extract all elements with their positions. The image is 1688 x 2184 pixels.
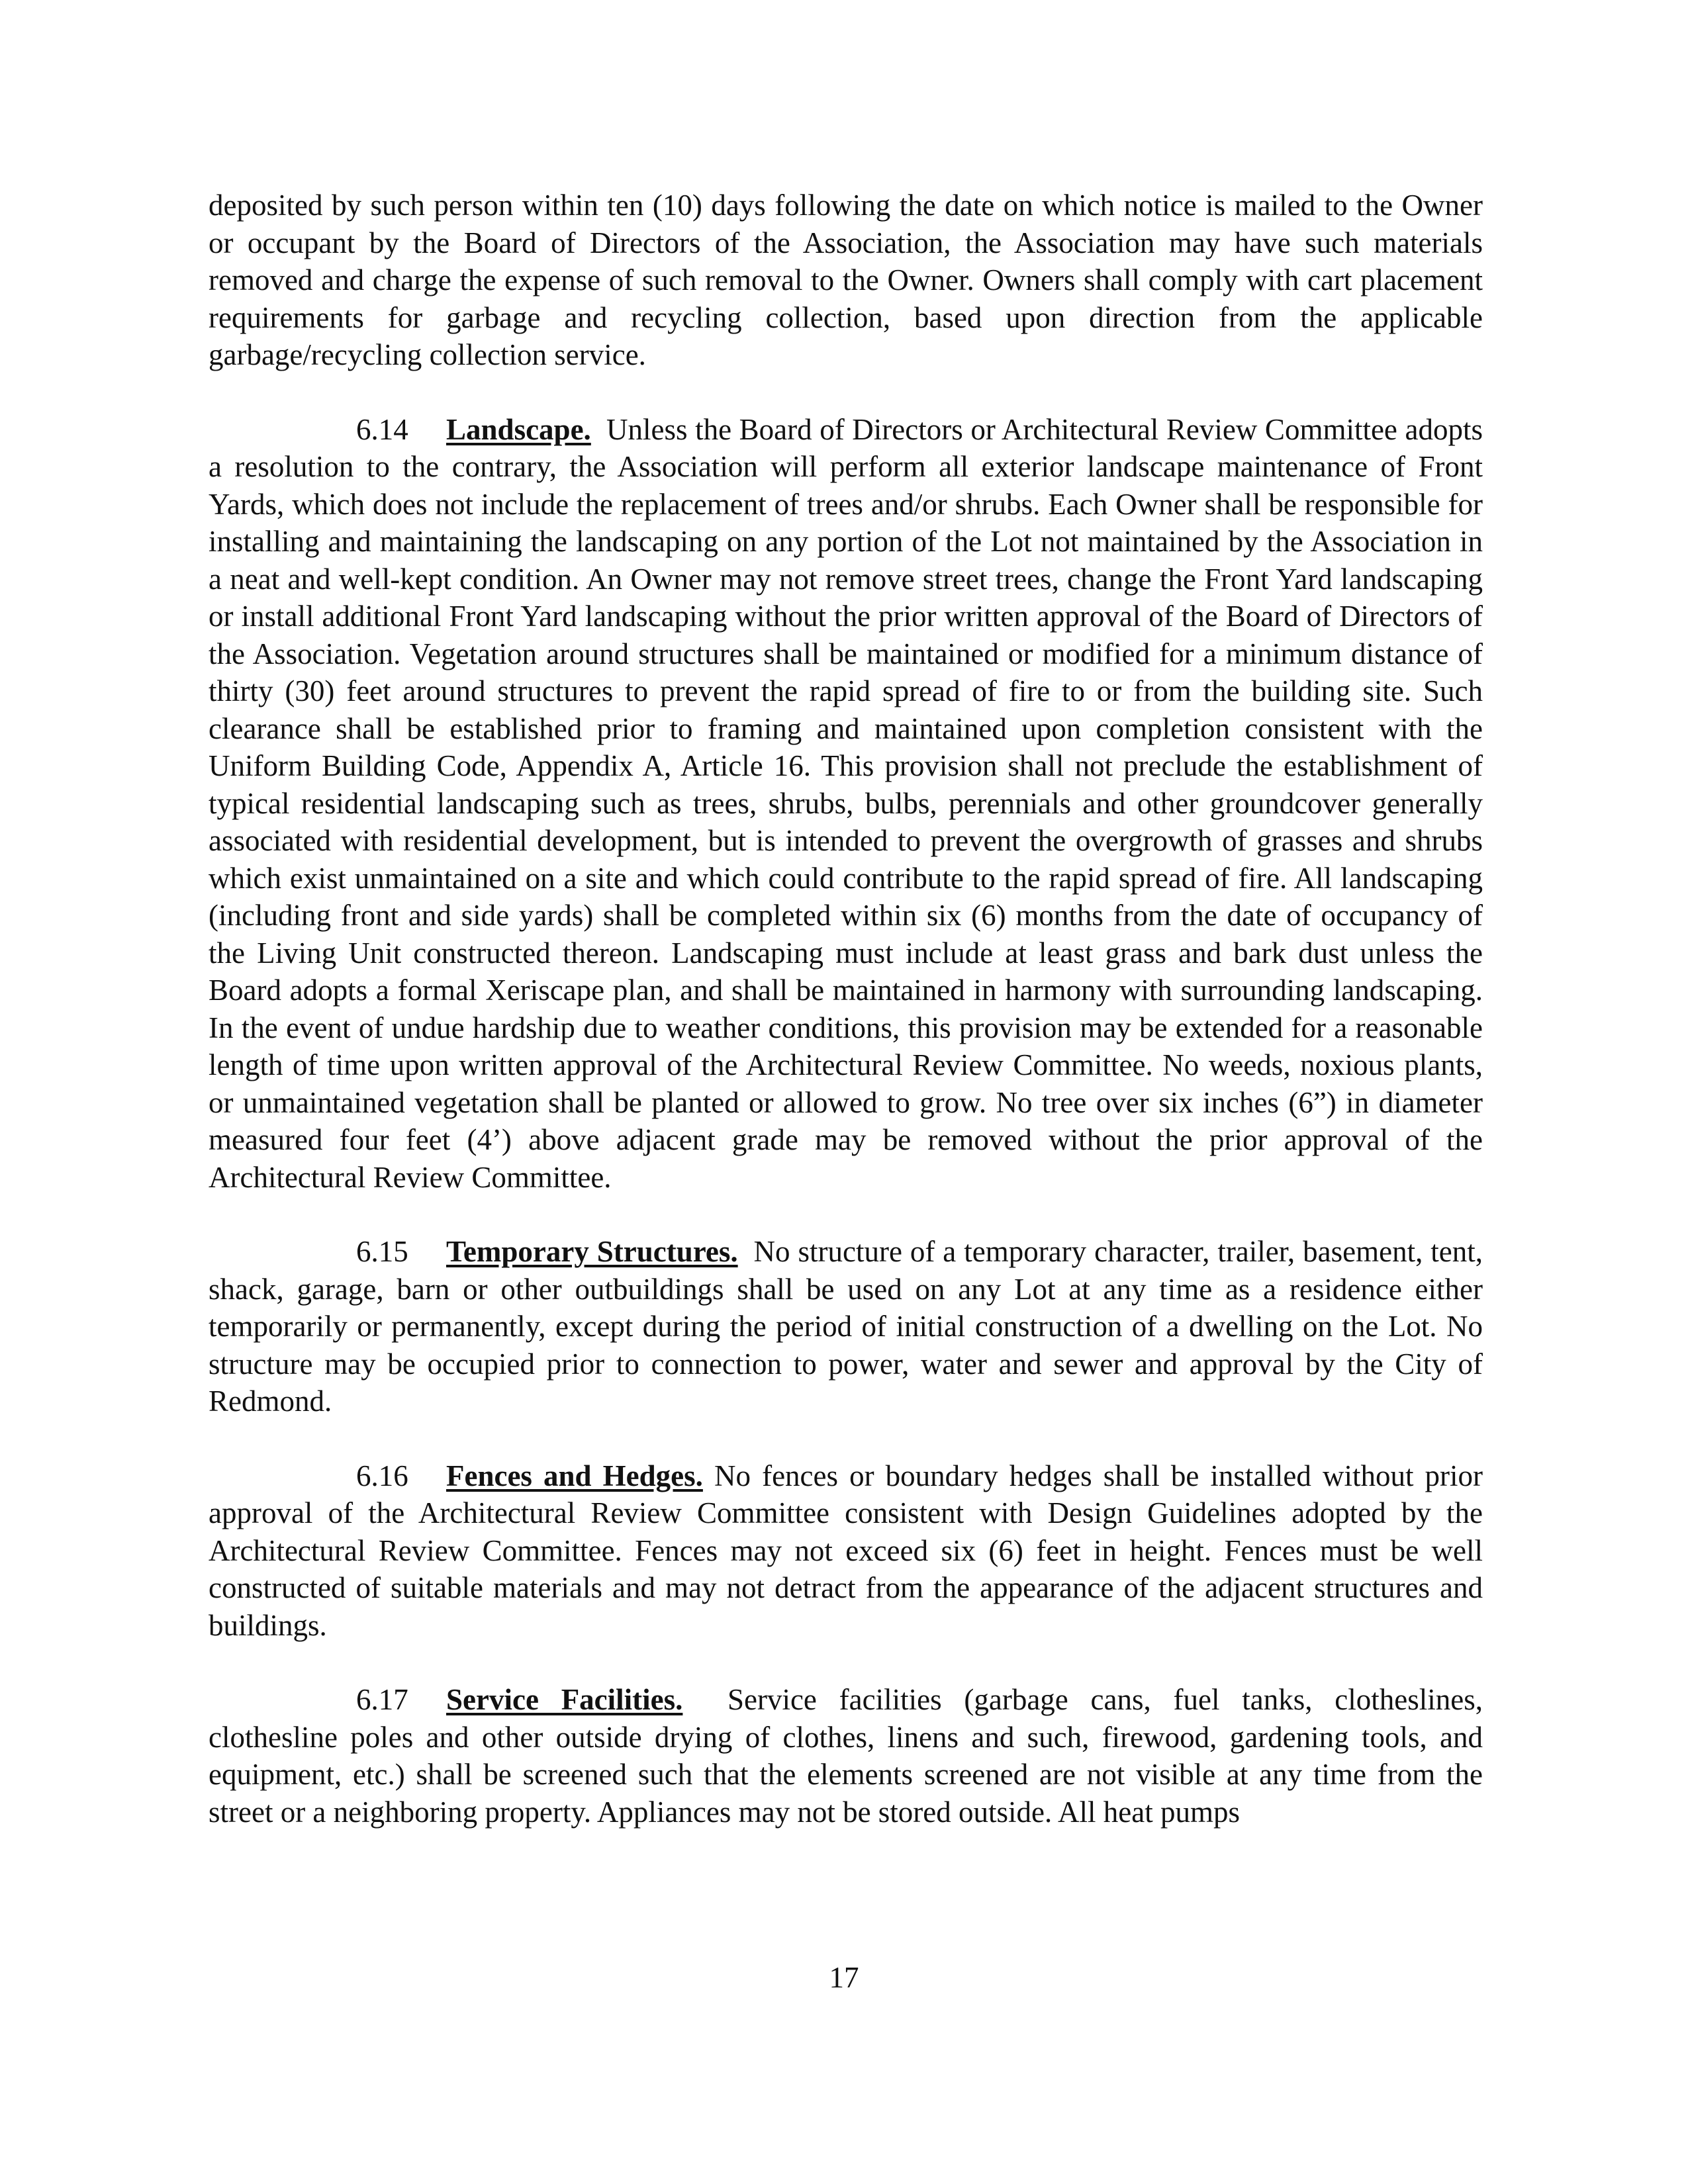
section-body: Service facilities (garbage cans, fuel tanks, clotheslines, clothesline poles and other outside drying of clothes, linens and such, firewood, gardening tools, and equipment, etc.) shall be screened such that the elements screened are not visible at any time from the street or a neighboring property. Appliances may not be stored outside. All heat pumps [209, 1683, 1483, 1829]
section-heading: Fences and Hedges. [446, 1459, 703, 1492]
section-6-16 [209, 1457, 1483, 1645]
section-heading: Service Facilities. [446, 1683, 683, 1716]
section-heading: Temporary Structures. [446, 1235, 738, 1268]
section-6-14 [209, 411, 1483, 1197]
section-6-15 [209, 1233, 1483, 1420]
section-body: No structure of a temporary character, trailer, basement, tent, shack, garage, barn or other outbuildings shall be used on any Lot at any time as a residence either temporarily or permanently, except during the period of initial construction of a dwelling on the Lot. No structure may be occupied prior to connection to power, water and sewer and approval by the City of Redmond. [209, 1235, 1483, 1418]
section-body: No fences or boundary hedges shall be installed without prior approval of the Architectural Review Committee consistent with Design Guidelines adopted by the Architectural Review Committee. Fences may not exceed six (6) feet in height. Fences must be well constructed of suitable materials and may not detract from the appearance of the adjacent structures and buildings. [209, 1459, 1483, 1642]
page-number: 17 [829, 1961, 859, 1994]
section-number: 6.14 [356, 412, 408, 446]
continuation-paragraph: deposited by such person within ten (10) days following the date on which notice is mailed to the Owner or occupant by the Board of Directors of the Association, the Association may have such materials removed and charge the expense of such removal to the Owner. Owners shall comply with cart placement requirements for garbage and recycling collection, based upon direction from the applicable garbage/recycling collection service. [209, 189, 1483, 371]
section-body: Unless the Board of Directors or Architectural Review Committee adopts a resolution to the contrary, the Association will perform all exterior landscape maintenance of Front Yards, which does not include the replacement of trees and/or shrubs. Each Owner shall be responsible for installing and maintaining the landscaping on any portion of the Lot not maintained by the Association in a neat and well-kept condition. An Owner may not remove street trees, change the Front Yard landscaping or install additional Front Yard landscaping without the prior written approval of the Board of Directors of the Association. Vegetation around structures shall be maintained or modified for a minimum distance of thirty (30) feet around structures to prevent the rapid spread of fire to or from the building site. Such clearance shall be established prior to framing and maintained upon completion consistent with the Uniform Building Code, Appendix A, Article 16. This provision shall not preclude the establishment of typical residential landscaping such as trees, shrubs, bulbs, perennials and other groundcover generally associated with residential development, but is intended to prevent the overgrowth of grasses and shrubs which exist unmaintained on a site and which could contribute to the rapid spread of fire. All landscaping (including front and side yards) shall be completed within six (6) months from the date of occupancy of the Living Unit constructed thereon. Landscaping must include at least grass and bark dust unless the Board adopts a formal Xeriscape plan, and shall be maintained in harmony with surrounding landscaping. In the event of undue hardship due to weather conditions, this provision may be extended for a reasonable length of time upon written approval of the Architectural Review Committee. No weeds, noxious plants, or unmaintained vegetation shall be planted or allowed to grow. No tree over six inches (6”) in diameter measured four feet (4’) above adjacent grade may be removed without the prior approval of the Architectural Review Committee. [209, 412, 1483, 1194]
section-number: 6.16 [356, 1459, 408, 1492]
section-heading: Landscape. [446, 412, 591, 446]
section-number: 6.17 [356, 1683, 408, 1716]
section-number: 6.15 [356, 1235, 408, 1268]
document-page [209, 187, 1483, 1831]
section-6-17 [209, 1681, 1483, 1831]
